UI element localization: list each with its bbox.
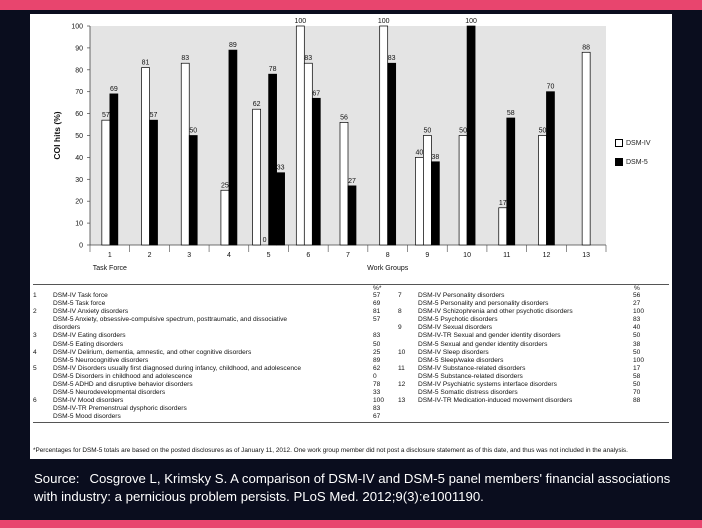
bar-value-label: 27	[348, 177, 356, 185]
bar-chart	[30, 14, 672, 282]
bar-value-label: 88	[582, 44, 591, 52]
legend-item-dsm-iv	[615, 139, 651, 147]
table-description: DSM-IV Anxiety disorders	[53, 308, 129, 316]
table-group-number: 2	[33, 308, 37, 316]
table-description: DSM-5 Sleep/wake disorders	[418, 356, 504, 364]
table-percent: 83	[633, 316, 641, 324]
table-group-number: 6	[33, 397, 37, 405]
table-row	[398, 341, 670, 349]
table-row	[33, 413, 393, 421]
table-description: DSM-IV Eating disorders	[53, 332, 126, 340]
table-percent: 50	[633, 381, 641, 389]
table-row	[33, 300, 393, 308]
table-description: DSM-5 ADHD and disruptive behavior disorders	[53, 381, 193, 389]
table-description: DSM-IV-TR Premenstrual dysphoric disorders	[53, 405, 187, 413]
bar-value-label: 100	[294, 18, 307, 25]
bar-value-label: 70	[546, 83, 555, 91]
table-row	[33, 316, 393, 324]
table-header-percent-right: %	[634, 285, 640, 292]
table-group-number: 1	[33, 292, 37, 299]
table-row	[33, 357, 393, 365]
table-description: DSM-5 Psychotic disorders	[418, 316, 498, 324]
table-description: DSM-IV Disorders usually first diagnosed during infancy, childhood, and adolescence	[53, 364, 302, 372]
bar-dsm-iv	[380, 26, 388, 245]
source-label: Source:	[34, 471, 80, 486]
table-row	[398, 308, 670, 316]
table-description: DSM-IV-TR Sexual and gender identity disorders	[418, 332, 561, 340]
table-description: DSM-5 Anxiety, obsessive-compulsive spectrum, posttraumatic, and dissociative	[53, 316, 288, 324]
bar-dsm-5	[269, 74, 277, 245]
x-tick-label: 1	[107, 252, 112, 259]
bar-value-label: 50	[538, 127, 547, 135]
table-percent: 89	[373, 356, 381, 364]
table-percent: 100	[373, 397, 385, 405]
y-tick-label: 10	[75, 220, 83, 228]
bar-dsm-5	[110, 94, 118, 245]
legend-label-dsm-iv: DSM-IV	[626, 139, 651, 147]
bar-dsm-5	[546, 92, 554, 245]
table-percent: 50	[373, 340, 381, 348]
table-group-number: 8	[398, 308, 402, 316]
table-percent: 27	[633, 300, 641, 308]
table-row	[33, 365, 393, 373]
bar-dsm-iv	[538, 136, 546, 246]
table-description: DSM-5 Somatic distress disorders	[418, 389, 518, 397]
chart-legend	[615, 139, 651, 177]
source-citation	[34, 470, 684, 506]
bar-dsm-iv	[459, 136, 467, 246]
bar-value-label: 56	[340, 114, 348, 122]
bar-dsm-iv	[181, 63, 189, 245]
table-row	[33, 292, 393, 300]
bar-value-label: 50	[423, 127, 432, 135]
table-description: DSM-5 Mood disorders	[53, 413, 121, 421]
table-group-number: 3	[33, 332, 37, 340]
table-percent: 83	[373, 332, 381, 340]
table-description: DSM-5 Neurocognitive disorders	[53, 356, 149, 364]
x-tick-label: 2	[147, 252, 152, 259]
table-top-rule	[33, 284, 669, 285]
table-row	[398, 349, 670, 357]
table-group-number: 12	[398, 381, 406, 389]
bar-value-label: 89	[229, 42, 237, 50]
x-tick-label: 9	[425, 252, 430, 259]
table-description: DSM-5 Eating disorders	[53, 340, 123, 348]
bar-value-label: 0	[262, 237, 267, 244]
table-description: DSM-IV Personality disorders	[418, 292, 505, 299]
table-row	[398, 397, 670, 405]
bar-dsm-5	[229, 50, 237, 245]
table-percent: 62	[373, 364, 381, 372]
table-row	[33, 405, 393, 413]
table-description: DSM-IV Substance-related disorders	[418, 364, 526, 372]
bar-dsm-5	[277, 173, 285, 245]
table-percent: 78	[373, 381, 381, 389]
table-group-number: 11	[398, 364, 405, 372]
table-row	[33, 341, 393, 349]
table-row	[33, 349, 393, 357]
bar-dsm-iv	[582, 52, 590, 245]
table-group-number: 13	[398, 397, 406, 405]
x-tick-label: 3	[187, 252, 192, 259]
table-description: DSM-IV Task force	[53, 292, 108, 299]
bar-dsm-iv	[340, 122, 348, 245]
x-tick-label: 7	[346, 252, 350, 259]
table-row	[398, 389, 670, 397]
y-tick-label: 20	[75, 198, 83, 206]
figure-panel	[30, 14, 672, 459]
table-percent: 57	[373, 316, 381, 324]
table-row	[398, 316, 670, 324]
bar-dsm-iv	[423, 136, 431, 246]
table-percent: 38	[633, 340, 641, 348]
bar-dsm-iv	[221, 190, 229, 245]
x-tick-label: 5	[266, 252, 271, 259]
bar-dsm-iv	[296, 26, 304, 245]
table-group-number: 7	[398, 292, 402, 299]
x-tick-label: 10	[463, 252, 471, 259]
bar-value-label: 78	[268, 66, 277, 74]
table-row	[398, 324, 670, 332]
bar-dsm-5	[312, 98, 320, 245]
bar-value-label: 25	[221, 182, 229, 190]
bar-dsm-5	[189, 136, 197, 246]
bar-value-label: 67	[312, 90, 321, 98]
bottom-accent-bar	[0, 520, 702, 528]
table-description: DSM-5 Sexual and gender identity disorders	[418, 340, 548, 348]
table-row	[33, 324, 393, 332]
bar-dsm-iv	[304, 63, 312, 245]
y-axis-title: COI hits (%)	[52, 111, 62, 160]
table-row	[33, 308, 393, 316]
table-row	[398, 332, 670, 340]
table-description: DSM-IV Mood disorders	[53, 397, 124, 405]
bar-value-label: 57	[101, 112, 110, 120]
table-description: DSM-IV Schizophrenia and other psychotic disorders	[418, 308, 573, 316]
table-percent: 58	[633, 372, 641, 380]
y-tick-label: 40	[75, 154, 83, 162]
table-row	[398, 357, 670, 365]
bar-value-label: 33	[276, 164, 285, 172]
y-tick-label: 80	[75, 67, 83, 75]
table-description: DSM-IV Psychiatric systems interface disorders	[418, 381, 557, 389]
table-percent: 100	[633, 308, 645, 316]
bar-dsm-iv	[499, 208, 507, 245]
bar-value-label: 58	[506, 109, 515, 117]
bar-value-label: 100	[465, 18, 477, 25]
y-tick-label: 0	[79, 242, 83, 250]
source-text: Cosgrove L, Krimsky S. A comparison of DSM-IV and DSM-5 panel members' financial associations with industry: a pernicious problem persists. PLoS Med. 2012;9(3):e1001190.	[34, 471, 671, 504]
bar-value-label: 83	[304, 55, 313, 63]
bar-value-label: 83	[387, 55, 396, 63]
x-tick-label: 12	[542, 252, 551, 259]
task-force-label: Task Force	[92, 265, 127, 272]
table-percent: 70	[633, 389, 641, 397]
table-row	[398, 365, 670, 373]
table-bottom-rule	[33, 422, 669, 423]
table-row	[33, 389, 393, 397]
bar-value-label: 40	[415, 149, 424, 157]
x-tick-label: 4	[226, 252, 231, 259]
bar-value-label: 100	[377, 18, 390, 25]
table-group-number: 5	[33, 364, 37, 372]
bar-dsm-iv	[415, 157, 423, 245]
legend-swatch-dsm-iv	[615, 139, 623, 147]
table-description: DSM-IV Delirium, dementia, amnestic, and other cognitive disorders	[53, 348, 252, 356]
table-row	[398, 373, 670, 381]
bar-value-label: 81	[141, 59, 150, 67]
y-tick-label: 70	[75, 89, 83, 97]
legend-swatch-dsm-5	[615, 158, 623, 166]
table-percent: 88	[633, 397, 641, 405]
bar-value-label: 83	[181, 55, 190, 63]
y-tick-label: 100	[71, 23, 83, 31]
bar-dsm-5	[507, 118, 515, 245]
table-row	[398, 300, 670, 308]
bar-value-label: 69	[109, 85, 118, 93]
table-percent: 100	[633, 356, 645, 364]
table-description: DSM-5 Task force	[53, 300, 106, 308]
bar-value-label: 50	[189, 127, 198, 135]
work-groups-label: Work Groups	[367, 265, 409, 272]
table-description: DSM-IV-TR Medication-induced movement disorders	[418, 397, 573, 405]
table-header-percent-left: %*	[373, 285, 382, 292]
x-tick-label: 8	[385, 252, 390, 259]
y-tick-label: 30	[75, 176, 83, 184]
x-tick-label: 11	[503, 252, 511, 259]
x-tick-label: 6	[306, 252, 311, 259]
table-left-column	[33, 292, 393, 422]
legend-item-dsm-5	[615, 158, 651, 166]
bar-dsm-iv	[102, 120, 110, 245]
table-description: DSM-5 Disorders in childhood and adolescence	[53, 372, 193, 380]
table-row	[398, 292, 670, 300]
table-percent: 81	[373, 308, 381, 316]
bar-dsm-iv	[253, 109, 261, 245]
table-row	[398, 381, 670, 389]
table-percent: 56	[633, 292, 641, 299]
table-group-number: 9	[398, 324, 402, 332]
x-tick-label: 13	[582, 252, 591, 259]
bar-dsm-5	[388, 63, 396, 245]
table-description: DSM-5 Neurodevelopmental disorders	[53, 389, 166, 397]
table-percent: 40	[633, 324, 641, 332]
bar-value-label: 50	[459, 127, 467, 135]
bar-value-label: 62	[252, 101, 261, 109]
table-percent: 83	[373, 405, 381, 413]
table-percent: 0	[373, 372, 377, 380]
table-percent: 25	[373, 348, 381, 356]
table-row	[33, 397, 393, 405]
table-percent: 50	[633, 332, 641, 340]
table-description: DSM-IV Sexual disorders	[418, 324, 493, 332]
table-description: DSM-5 Personality and personality disorders	[418, 300, 549, 308]
table-group-number: 10	[398, 348, 406, 356]
bar-value-label: 17	[498, 199, 507, 207]
y-tick-label: 90	[75, 45, 83, 53]
legend-label-dsm-5: DSM-5	[626, 158, 648, 166]
table-description: DSM-5 Substance-related disorders	[418, 372, 523, 380]
table-row	[33, 373, 393, 381]
table-percent: 50	[633, 348, 641, 356]
table-row	[33, 381, 393, 389]
bar-value-label: 38	[431, 153, 440, 161]
table-percent: 33	[373, 389, 381, 397]
bar-dsm-5	[150, 120, 158, 245]
table-percent: 17	[633, 364, 641, 372]
bar-dsm-5	[467, 26, 475, 245]
bar-dsm-5	[431, 162, 439, 245]
bar-dsm-5	[348, 186, 356, 245]
bar-dsm-iv	[142, 68, 150, 245]
table-footnote: *Percentages for DSM-5 totals are based on the posted disclosures as of January 11, 2012. One work group member did not post a disclosure statement as of this date, and thus was not included in the analysis.	[33, 447, 628, 454]
y-tick-label: 50	[75, 133, 83, 140]
table-row	[33, 332, 393, 340]
top-accent-bar	[0, 0, 702, 10]
table-group-number: 4	[33, 348, 37, 356]
y-tick-label: 60	[75, 111, 83, 119]
bar-value-label: 57	[149, 112, 158, 120]
table-percent: 67	[373, 413, 381, 421]
table-description: disorders	[53, 324, 81, 332]
table-right-column	[398, 292, 670, 405]
table-percent: 57	[373, 292, 381, 299]
table-description: DSM-IV Sleep disorders	[418, 348, 489, 356]
table-percent: 69	[373, 300, 381, 308]
